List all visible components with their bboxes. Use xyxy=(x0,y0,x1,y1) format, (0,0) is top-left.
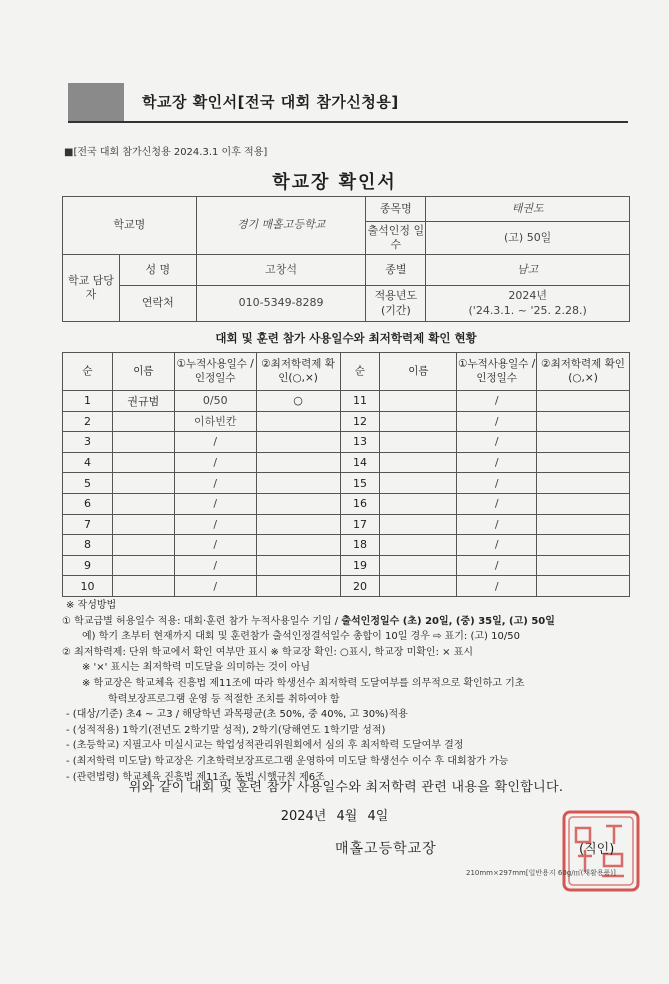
athlete-name xyxy=(380,473,457,494)
header-no-right: 순 xyxy=(340,353,380,391)
days-used: / xyxy=(457,452,537,473)
year-label: 적용년도 (기간) xyxy=(366,286,426,322)
athlete-name xyxy=(380,535,457,556)
min-academic-check xyxy=(537,576,630,597)
header-banner xyxy=(68,83,628,123)
banner-gray-block xyxy=(68,83,124,121)
days-used: / xyxy=(174,555,256,576)
days-used: / xyxy=(174,432,256,453)
issue-date: 2024년 4월 4일 xyxy=(280,809,389,824)
min-academic-check xyxy=(256,473,340,494)
athlete-name xyxy=(112,576,174,597)
athlete-name xyxy=(112,452,174,473)
athlete-table xyxy=(62,352,630,597)
paper-spec-footer: 210mm×297mm[일반용지 60g/㎡(재활용품)] xyxy=(466,869,616,877)
min-academic-check xyxy=(537,432,630,453)
row-number: 7 xyxy=(63,514,113,535)
row-number: 14 xyxy=(340,452,380,473)
min-academic-check xyxy=(256,514,340,535)
event-label: 종목명 xyxy=(366,197,426,222)
school-label: 학교명 xyxy=(63,197,197,255)
header-name-left: 이름 xyxy=(112,353,174,391)
note-5: - (대상/기준) 초4 ~ 고3 / 해당학년 과목평균(초 50%, 중 40%, 고 30%)적용 xyxy=(66,709,408,721)
gender-label: 종별 xyxy=(366,255,426,286)
min-academic-check xyxy=(256,576,340,597)
athlete-table-body xyxy=(63,391,630,597)
row-number: 13 xyxy=(340,432,380,453)
days-used: / xyxy=(457,432,537,453)
table-row xyxy=(63,391,630,412)
athlete-name xyxy=(112,432,174,453)
row-number: 10 xyxy=(63,576,113,597)
row-number: 3 xyxy=(63,432,113,453)
header-no-left: 순 xyxy=(63,353,113,391)
row-number: 2 xyxy=(63,411,113,432)
note-1a-bold: 출석인정일수 (초) 20일, (중) 35일, (고) 50일 xyxy=(341,615,555,627)
min-academic-check xyxy=(256,555,340,576)
athlete-name xyxy=(380,514,457,535)
header-min-left: ②최저학력제 확인(○,×) xyxy=(256,353,340,391)
banner-title: 학교장 확인서[전국 대회 참가신청용] xyxy=(142,93,399,111)
row-number: 15 xyxy=(340,473,380,494)
table-row xyxy=(63,535,630,556)
athlete-name xyxy=(380,452,457,473)
min-academic-check xyxy=(537,452,630,473)
min-academic-check xyxy=(537,514,630,535)
days-used: 0/50 xyxy=(174,391,256,412)
note-6: - (성적적용) 1학기(전년도 2학기말 성적), 2학기(당해연도 1학기말 성적) xyxy=(66,724,386,736)
min-academic-check xyxy=(256,452,340,473)
name-value: 고창석 xyxy=(196,255,366,286)
min-academic-check xyxy=(537,535,630,556)
days-used: / xyxy=(174,452,256,473)
note-4b: 학력보장프로그램 운영 등 적절한 조치를 취하여야 함 xyxy=(108,693,340,705)
row-number: 5 xyxy=(63,473,113,494)
principal-name: 매홀고등학교장 xyxy=(335,841,437,857)
athlete-name xyxy=(380,555,457,576)
row-number: 11 xyxy=(340,391,380,412)
athlete-name xyxy=(380,576,457,597)
min-academic-check xyxy=(256,432,340,453)
min-academic-check xyxy=(537,411,630,432)
days-used: / xyxy=(457,493,537,514)
days-used: / xyxy=(174,493,256,514)
table-row xyxy=(63,411,630,432)
table-row xyxy=(63,432,630,453)
row-number: 18 xyxy=(340,535,380,556)
min-academic-check: ○ xyxy=(256,391,340,412)
header-name-right: 이름 xyxy=(380,353,457,391)
row-number: 9 xyxy=(63,555,113,576)
athlete-name xyxy=(112,411,174,432)
note-4a: ※ 학교장은 학교체육 진흥법 제11조에 따라 학생선수 최저학력 도달여부를 의무적으로 확인하고 기초 xyxy=(82,677,525,689)
days-used: / xyxy=(457,514,537,535)
row-number: 20 xyxy=(340,576,380,597)
note-8: - (최저학력 미도달) 학교장은 기초학력보장프로그램 운영하여 미도달 학생선수 이수 후 대회참가 가능 xyxy=(66,755,509,767)
note-1a xyxy=(62,614,642,630)
school-info-table xyxy=(62,196,630,322)
row-number: 1 xyxy=(63,391,113,412)
contact-value: 010-5349-8289 xyxy=(196,286,366,322)
athlete-name xyxy=(380,432,457,453)
days-used: 이하빈칸 xyxy=(174,411,256,432)
athlete-name xyxy=(112,535,174,556)
note-1b: 예) 학기 초부터 현재까지 대회 및 훈련참가 출석인정결석일수 총합이 10일 경우 ⇨ 표기: (고) 10/50 xyxy=(82,631,520,643)
year-value: 2024년 xyxy=(508,289,547,303)
name-label: 성 명 xyxy=(119,255,196,286)
min-academic-check xyxy=(256,493,340,514)
athlete-name xyxy=(112,514,174,535)
athlete-name xyxy=(380,391,457,412)
days-used: / xyxy=(457,391,537,412)
row-number: 17 xyxy=(340,514,380,535)
note-3: ※ '×' 표시는 최저학력 미도달을 의미하는 것이 아님 xyxy=(82,662,311,674)
row-number: 12 xyxy=(340,411,380,432)
attendance-label: 출석인정 일수 xyxy=(366,222,426,255)
athlete-name xyxy=(112,473,174,494)
min-academic-check xyxy=(537,391,630,412)
year-cell xyxy=(426,286,630,322)
row-number: 4 xyxy=(63,452,113,473)
note-1a-text: ① 학교급별 허용일수 적용: 대회·훈련 참가 누적사용일수 기입 / xyxy=(62,615,342,627)
row-number: 8 xyxy=(63,535,113,556)
writing-instructions xyxy=(62,598,642,785)
note-7: - (초등학교) 지필고사 미실시교는 학업성적관리위원회에서 심의 후 최저학력 도달여부 결정 xyxy=(66,740,464,752)
manager-label: 학교 담당자 xyxy=(63,255,120,322)
application-note: ■[전국 대회 참가신청용 2024.3.1 이후 적용] xyxy=(64,147,268,158)
days-used: / xyxy=(457,576,537,597)
attendance-value: (고) 50일 xyxy=(426,222,630,255)
days-used: / xyxy=(174,473,256,494)
min-academic-check xyxy=(256,535,340,556)
confirmation-statement: 위와 같이 대회 및 훈련 참가 사용일수와 최저학력 관련 내용을 확인합니다. xyxy=(128,780,564,795)
note-9: - (관련법령) 학교체육 진흥법 제11조, 동법 시행규칙 제6조 xyxy=(66,771,325,783)
days-used: / xyxy=(457,555,537,576)
event-value: 태권도 xyxy=(426,197,630,222)
days-used: / xyxy=(174,514,256,535)
period-value: ('24.3.1. ~ '25. 2.28.) xyxy=(468,303,587,317)
days-used: / xyxy=(174,535,256,556)
table-row xyxy=(63,452,630,473)
days-used: / xyxy=(457,411,537,432)
notes-heading: ※ 작성방법 xyxy=(66,600,117,611)
athlete-name xyxy=(380,411,457,432)
athlete-name xyxy=(112,493,174,514)
contact-label: 연락처 xyxy=(119,286,196,322)
seal-label: (직인) xyxy=(579,842,615,857)
min-academic-check xyxy=(537,555,630,576)
table-header-row xyxy=(63,353,630,391)
row-number: 19 xyxy=(340,555,380,576)
document-title: 학교장 확인서 xyxy=(272,172,397,193)
athlete-name xyxy=(380,493,457,514)
table-row xyxy=(63,493,630,514)
days-used: / xyxy=(174,576,256,597)
table-row xyxy=(63,555,630,576)
days-used: / xyxy=(457,535,537,556)
table-row xyxy=(63,473,630,494)
days-used: / xyxy=(457,473,537,494)
school-value: 경기 매홀고등학교 xyxy=(196,197,366,255)
header-min-right: ②최저학력제 확인(○,×) xyxy=(537,353,630,391)
row-number: 16 xyxy=(340,493,380,514)
min-academic-check xyxy=(537,473,630,494)
table-row xyxy=(63,576,630,597)
table-row xyxy=(63,514,630,535)
athlete-name: 권규범 xyxy=(112,391,174,412)
gender-value: 남고 xyxy=(426,255,630,286)
header-days-left: ①누적사용일수 /인정일수 xyxy=(174,353,256,391)
section-title: 대회 및 훈련 참가 사용일수와 최저학력제 확인 현황 xyxy=(215,331,477,345)
header-days-right: ①누적사용일수 /인정일수 xyxy=(457,353,537,391)
note-2: ② 최저학력제: 단위 학교에서 확인 여부만 표시 ※ 학교장 확인: ○표시, 학교장 미확인: × 표시 xyxy=(62,646,474,658)
min-academic-check xyxy=(256,411,340,432)
min-academic-check xyxy=(537,493,630,514)
athlete-name xyxy=(112,555,174,576)
row-number: 6 xyxy=(63,493,113,514)
